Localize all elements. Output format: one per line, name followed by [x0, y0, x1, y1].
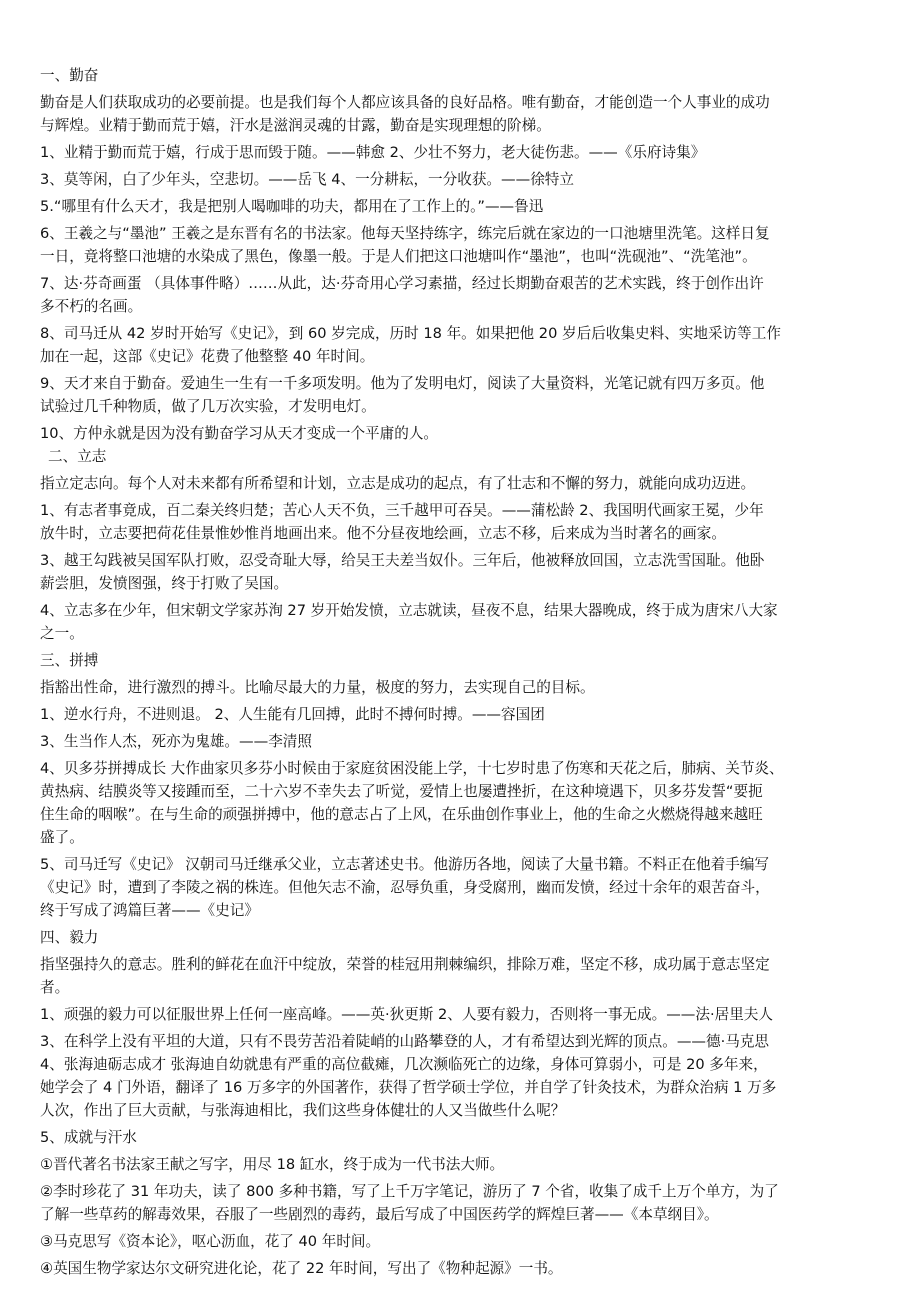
text-line: 一日，竟将整口池塘的水染成了黑色，像墨一般。于是人们把这口池塘叫作“墨池”，也叫“洗砚池”、“洗笔池”。	[40, 248, 757, 265]
text-line: ②李时珍花了 31 年功夫，读了 800 多种书籍，写了上千万字笔记，游历了 7 个省，收集了成千上万个单方，为了	[40, 1183, 779, 1200]
text-line: 4、张海迪砺志成才 张海迪自幼就患有严重的高位截瘫，几次濒临死亡的边缘，身体可算弱小，可是 20 多年来，	[40, 1056, 768, 1073]
text-line: 了解一些草药的解毒效果，吞服了一些剧烈的毒药，最后写成了中国医药学的辉煌巨著——《本草纲目》。	[40, 1206, 719, 1223]
heading-struggle: 三、拼搏	[40, 652, 99, 669]
text-line: 3、在科学上没有平坦的大道，只有不畏劳苦沿着陡峭的山路攀登的人，才有希望达到光辉的顶点。——德·马克思	[40, 1033, 770, 1050]
text-line: 5.“哪里有什么天才，我是把别人喝咖啡的功夫，都用在了工作上的。”——鲁迅	[40, 198, 544, 215]
text-line: ①晋代著名书法家王献之写字，用尽 18 缸水，终于成为一代书法大师。	[40, 1156, 505, 1173]
text-line: 与辉煌。业精于勤而荒于嬉，汗水是滋润灵魂的甘露，勤奋是实现理想的阶梯。	[40, 117, 551, 134]
text-line: 6、王羲之与“墨池” 王羲之是东晋有名的书法家。他每天坚持练字，练完后就在家边的一口池塘里洗笔。这样日复	[40, 225, 770, 242]
text-line: 1、有志者事竟成，百二秦关终归楚；苦心人天不负，三千越甲可吞吴。——蒲松龄 2、我国明代画家王冕，少年	[40, 502, 764, 519]
text-line: 加在一起，这部《史记》花费了他整整 40 年时间。	[40, 348, 375, 365]
text-line: ④英国生物学家达尔文研究进化论，花了 22 年时间，写出了《物种起源》一书。	[40, 1260, 563, 1277]
text-line: 之一。	[40, 625, 84, 642]
heading-perseverance: 四、毅力	[40, 929, 99, 946]
text-line: 1、顽强的毅力可以征服世界上任何一座高峰。——英·狄更斯 2、人要有毅力，否则将一事无成。——法·居里夫人	[40, 1006, 773, 1023]
text-line: 薪尝胆，发愤图强，终于打败了吴国。	[40, 575, 289, 592]
text-line: 4、贝多芬拼搏成长 大作曲家贝多芬小时候由于家庭贫困没能上学，十七岁时患了伤寒和天花之后，肺病、关节炎、	[40, 760, 784, 777]
text-line: 多不朽的名画。	[40, 298, 143, 315]
text-line: 1、业精于勤而荒于嬉，行成于思而毁于随。——韩愈 2、少壮不努力，老大徒伤悲。——《乐府诗集》	[40, 144, 706, 161]
text-line: 3、莫等闲，白了少年头，空悲切。——岳飞 4、一分耕耘，一分收获。——徐特立	[40, 171, 574, 188]
text-line: 7、达·芬奇画蛋 （具体事件略）……从此，达·芬奇用心学习素描，经过长期勤奋艰苦的艺术实践，终于创作出许	[40, 275, 764, 292]
text-line: 盛了。	[40, 829, 84, 846]
text-line: 勤奋是人们获取成功的必要前提。也是我们每个人都应该具备的良好品格。唯有勤奋，才能创造一个人事业的成功	[40, 94, 770, 111]
text-line: 5、司马迁写《史记》 汉朝司马迁继承父业，立志著述史书。他游历各地，阅读了大量书籍。不料正在他着手编写	[40, 856, 770, 873]
text-line: 住生命的咽喉”。在与生命的顽强拼搏中，他的意志占了上风，在乐曲创作事业上，他的生命之火燃烧得越来越旺	[40, 806, 763, 823]
heading-achievement: 5、成就与汗水	[40, 1129, 137, 1146]
text-line: 9、天才来自于勤奋。爱迪生一生有一千多项发明。他为了发明电灯，阅读了大量资料，光笔记就有四万多页。他	[40, 375, 765, 392]
text-line: 8、司马迁从 42 岁时开始写《史记》，到 60 岁完成，历时 18 年。如果把他 20 岁后后收集史料、实地采访等工作	[40, 325, 781, 342]
text-line: 4、立志多在少年，但宋朝文学家苏洵 27 岁开始发愤，立志就读，昼夜不息，结果大器晚成，终于成为唐宋八大家	[40, 602, 778, 619]
text-line: 黄热病、结膜炎等又接踵而至，二十六岁不幸失去了听觉，爱情上也屡遭挫折，在这种境遇下，贝多芬发誓“要扼	[40, 783, 763, 800]
heading-ambition: 二、立志	[48, 448, 107, 465]
text-line: 3、越王勾践被吴国军队打败，忍受奇耻大辱，给吴王夫差当奴仆。三年后，他被释放回国，立志洗雪国耻。他卧	[40, 552, 765, 569]
text-line: 她学会了 4 门外语，翻译了 16 万多字的外国著作，获得了哲学硕士学位，并自学了针灸技术，为群众治病 1 万多	[40, 1079, 777, 1096]
text-line: 放牛时，立志要把荷花佳景惟妙惟肖地画出来。他不分昼夜地绘画，立志不移，后来成为当时著名的画家。	[40, 525, 726, 542]
text-line: 1、逆水行舟，不进则退。 2、人生能有几回搏，此时不搏何时搏。——容国团	[40, 706, 545, 723]
heading-diligence: 一、勤奋	[40, 67, 99, 84]
text-line: 人次，作出了巨大贡献，与张海迪相比，我们这些身体健壮的人又当做些什么呢？	[40, 1102, 566, 1119]
text-line: 终于写成了鸿篇巨著——《史记》	[40, 902, 259, 919]
text-line: 10、方仲永就是因为没有勤奋学习从天才变成一个平庸的人。	[40, 425, 439, 442]
text-line: 3、生当作人杰，死亦为鬼雄。——李清照	[40, 733, 312, 750]
text-line: 试验过几千种物质，做了几万次实验，才发明电灯。	[40, 398, 376, 415]
text-line: 指豁出性命，进行激烈的搏斗。比喻尽最大的力量，极度的努力，去实现自己的目标。	[40, 679, 595, 696]
text-line: 《史记》时，遭到了李陵之祸的株连。但他矢志不渝，忍辱负重，身受腐刑，幽而发愤，经过十余年的艰苦奋斗，	[40, 879, 770, 896]
text-line: 指立定志向。每个人对未来都有所希望和计划，立志是成功的起点，有了壮志和不懈的努力，就能向成功迈进。	[40, 475, 756, 492]
text-line: 者。	[40, 979, 70, 996]
text-line: 指坚强持久的意志。胜利的鲜花在血汗中绽放，荣誉的桂冠用荆棘编织，排除万难，坚定不移，成功属于意志坚定	[40, 956, 770, 973]
text-line: ③马克思写《资本论》，呕心沥血，花了 40 年时间。	[40, 1233, 381, 1250]
